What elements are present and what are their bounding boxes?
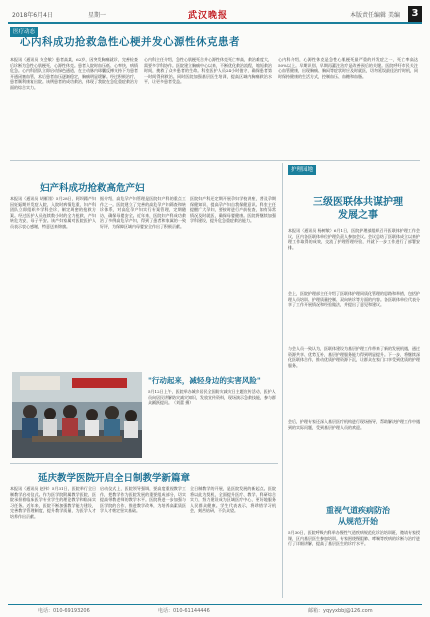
column-tag: 医疗动态 [10, 27, 38, 37]
section-divider-2 [10, 463, 278, 464]
sidebar-bottom-body: 5月30日，医院呼吸内科举办慢性气道疾病规范化诊治培训班，邀请专家授课，区内基层医生参加培训。专家围绕慢阻肺、哮喘等疾病的诊断与治疗进行了详细讲解，提高了基层医生的诊疗水平。 [288, 530, 420, 547]
column-divider [282, 163, 283, 598]
header-weekday: 星期一 [88, 12, 107, 19]
header-editor: 本版责任编辑 美编 [350, 12, 400, 19]
sidebar-headline-line1: 三级医联体共谋护理 [313, 197, 403, 208]
obstetrics-col2: 据介绍，高危孕产妇管理是医院妇产科的重点工作之一。医院建立了完善的高危孕产妇筛查和转诊体系，对高危孕产妇实行专案管理，定期随访，确保母婴安全。近年来，医院妇产科成功救治了多例高危孕产妇，得到了患者和家属的一致好评，为保障区域内母婴安全作出了积极贡献。 [100, 196, 186, 229]
event-photo-image [12, 372, 142, 458]
teaching-col2: 启动仪式上，医院领导强调，要高度重视教学工作，把教学作为医院发展的重要组成部分，切实提高带教老师的教学水平。医院将进一步加强与医学院的合作，推进教学改革，为培养高素质医学人才奠定坚实基础。 [100, 486, 186, 514]
section-divider [10, 160, 420, 161]
sidebar-headline [296, 196, 420, 222]
obstetrics-col1: 本报讯（通讯员 胡雁翎）5月28日，阿坝籍产妇因妊娠期并发症入院，入院时病情危重，妇产科团队立即组织多学科会诊，制定周密的抢救方案。经过医护人员连续数小时的全力抢救，产妇转危为安，母子平安。该产妇家属对医院医护人员表示衷心感谢，特意送来锦旗。 [10, 196, 96, 229]
footer-email: 邮箱：yqyyxbbj@126.com [308, 608, 373, 614]
teaching-col1: 本报讯（通讯员 赵伟）5月31日，医院举行全日制教学启动仪式。作为医学院附属教学医院，医院承担着临床医学专业学生的理论教学和临床实习任务。近年来，医院不断加强教学能力建设，完善教学管理制度，提升教学质量，为医学人才培养作出贡献。 [10, 486, 96, 519]
banner-article-col3: 心内科介绍，心源性休克是急性心肌梗死最严重的并发症之一，死亡率高达50%以上。早期识别、早期再灌注治疗是改善预后的关键。医院呼吁市民关注心血管健康，出现胸痛、胸闷等症状时应及时就医，切勿延误最佳治疗时机，同时保持健康的生活方式，控制血压、血糖和血脂。 [278, 57, 418, 79]
sidebar-bottom-headline-line2: 从规范开始 [338, 516, 378, 526]
footer-phone-2: 电话：010-61144446 [158, 608, 210, 614]
page-header [8, 8, 422, 24]
sidebar-bottom-headline-line1: 重视气道疾病防治 [326, 505, 390, 515]
header-date: 2018年6月4日 [12, 12, 53, 19]
obstetrics-col3: 医院妇产科还定期开展孕妇学校讲座，普及孕期保健知识，提高孕产妇自我保健意识。科室主任提醒广大孕妇，要按时进行产前检查，如有异常情况及时就医，确保母婴健康。医院将继续加强学科建设，提升危急重症救治能力。 [190, 196, 276, 224]
photo-caption-title: "行动起来，减轻身边的实害风险" [148, 376, 261, 385]
article-headline-teaching: 延庆教学医院开启全日制教学新篇章 [38, 473, 191, 484]
page-number: 3 [408, 6, 422, 22]
banner-article-col2: 心内科主任介绍，急性心肌梗死合并心源性休克死亡率高，救治难度大，需要多学科协作。医院建立胸痛中心以来，不断优化救治流程，缩短救治时间，挽救了众多患者的生命。科室医护人员24小时值守，确保患者第一时间得到救治。同时医院加强基层医生培训，提高区域内胸痛救治水平，让更多患者受益。 [144, 57, 272, 85]
footer-phone-1: 电话：010-69193206 [38, 608, 90, 614]
sidebar-tag: 护理园地 [288, 165, 316, 175]
sidebar-headline-line2: 发展之事 [338, 210, 378, 221]
sidebar-bottom-headline [300, 505, 416, 527]
sidebar-para2: 会上，医院护理部主任介绍了医联体护理同质化管理的思路和举措，包括护理人员培训、护理质量控制、双向转诊等方面的内容。各医联体单位代表分享了工作开展情况和经验做法，并提出了意见和建议。 [288, 291, 420, 308]
sidebar-para3: 与会人员一致认为，医联体建设为基层护理工作带来了新的发展机遇，通过资源共享、优势互补，基层护理服务能力得到明显提升。下一步，将继续深化医联体合作，推动优质护理资源下沉，让群众在家门口享受到优质的护理服务。 [288, 346, 420, 368]
photo-caption [148, 376, 276, 406]
banner-headline: 心内科成功抢救急性心梗并发心源性休克患者 [20, 36, 240, 48]
photo-caption-body: 5月12日上午，医院举办城乡居民全国防灾减灾日主题宣传活动，医护人员向居民讲解防灾减灾知识，发放宣传资料，现场演示急救技能，参与群众踊跃提问。（刘蕾 摄） [148, 389, 276, 406]
teaching-col3: 全日制教学的开展，是医院发展的新起点。医院将以此为契机，全面提升医疗、教学、科研综合实力，努力建设成为区域医疗中心，更好地服务人民群众健康。学生代表表示，将珍惜学习机会，刻苦钻研，不负众望。 [190, 486, 276, 514]
article-headline-obstetrics: 妇产科成功抢救高危产妇 [40, 183, 145, 194]
page-footer [8, 604, 422, 613]
event-photo [12, 372, 142, 458]
sidebar-para1: 本报讯（通讯员 杨树敏）6月1日，医院护理部组织召开医联体护理工作会议，区内各医联体单位护理负责人参加会议。会议总结了医联体成立以来护理工作取得的成效，交流了护理管理经验，并就下一步工作进行了部署安排。 [288, 228, 420, 250]
newspaper-logo: 武汉晚报 [188, 11, 229, 21]
sidebar-para4: 会后，护理专家还深入基层医疗机构进行现场指导，帮助解决护理工作中遇到的实际问题，受到基层护理人员的欢迎。 [288, 419, 420, 430]
banner-article-col1: 本报讯（通讯员 支会敏）患者高某，62岁，因突发胸痛就诊，完善检查后诊断为急性心肌梗死，心源性休克。患者入院时血压低、心率快，病情危急。心内科团队立即启动绿色通道，在主动脉内球囊反搏支持下为患者开通闭塞血管，术后患者血压逐渐稳定，胸痛明显缓解。经过积极治疗，患者顺利康复出院。该例患者的成功救治，体现了我院在急危重症救治方面的综合实力。 [10, 57, 138, 90]
